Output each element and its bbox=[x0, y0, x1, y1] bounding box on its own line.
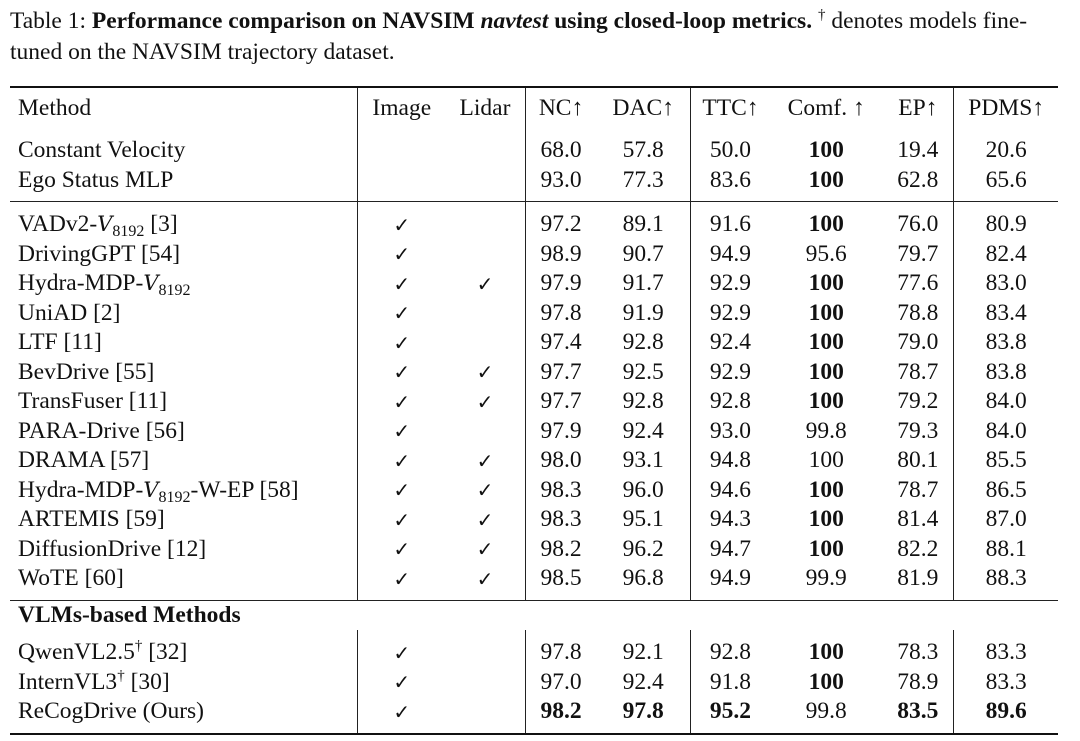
comf-cell: 95.6 bbox=[805, 240, 847, 267]
nc-cell: 97.7 bbox=[525, 358, 596, 388]
method-name: ARTEMIS [59] bbox=[18, 506, 165, 533]
ep-cell: 62.8 bbox=[897, 166, 939, 193]
method-cell bbox=[10, 128, 358, 166]
table-row bbox=[10, 387, 1058, 417]
header-ep: EP↑ bbox=[882, 87, 953, 128]
method-cell bbox=[10, 202, 358, 240]
comf-cell: 99.8 bbox=[805, 417, 847, 444]
caption-title-italic: navtest bbox=[480, 8, 549, 34]
nc-cell: 97.7 bbox=[525, 387, 596, 417]
lidar-cell: ✓ bbox=[476, 389, 494, 414]
method-subscript: 8192 bbox=[158, 488, 191, 506]
table-row bbox=[10, 535, 1058, 565]
ttc-cell: 94.3 bbox=[690, 505, 770, 535]
ep-cell: 77.6 bbox=[897, 270, 939, 297]
method-cell bbox=[10, 505, 358, 535]
ttc-cell: 94.9 bbox=[690, 564, 770, 600]
pdms-cell: 84.0 bbox=[954, 387, 1058, 417]
ttc-cell: 94.6 bbox=[690, 476, 770, 506]
ttc-cell: 94.7 bbox=[690, 535, 770, 565]
image-cell: ✓ bbox=[358, 697, 446, 734]
comf-cell: 100 bbox=[808, 270, 844, 297]
dac-cell: 57.8 bbox=[622, 137, 664, 164]
section-heading: VLMs-based Methods bbox=[10, 600, 1058, 630]
results-table bbox=[10, 86, 1058, 735]
lidar-cell: ✓ bbox=[476, 537, 494, 562]
ttc-cell: 92.9 bbox=[690, 269, 770, 299]
header-image: Image bbox=[358, 87, 446, 128]
lidar-cell bbox=[445, 697, 525, 734]
method-name: UniAD [2] bbox=[18, 299, 121, 326]
comf-cell: 100 bbox=[808, 166, 844, 193]
comf-cell: 100 bbox=[808, 137, 844, 164]
lidar-cell bbox=[445, 166, 525, 202]
pdms-cell: 87.0 bbox=[954, 505, 1058, 535]
table-row bbox=[10, 630, 1058, 668]
method-name: TransFuser [11] bbox=[18, 388, 168, 415]
method-cell bbox=[10, 299, 358, 329]
lidar-cell bbox=[445, 328, 525, 358]
lidar-cell bbox=[445, 240, 525, 270]
dagger-mark: † bbox=[134, 638, 143, 655]
image-cell: ✓ bbox=[358, 387, 446, 417]
lidar-cell bbox=[445, 128, 525, 166]
table-row bbox=[10, 446, 1058, 476]
lidar-cell: ✓ bbox=[476, 478, 494, 503]
method-name: Constant Velocity bbox=[18, 137, 186, 164]
lidar-cell bbox=[445, 202, 525, 240]
image-cell: ✓ bbox=[358, 269, 446, 299]
pdms-cell: 83.4 bbox=[954, 299, 1058, 329]
nc-cell: 97.9 bbox=[525, 269, 596, 299]
pdms-cell: 83.8 bbox=[954, 358, 1058, 388]
method-cell bbox=[10, 240, 358, 270]
ttc-cell: 92.9 bbox=[690, 299, 770, 329]
table-row bbox=[10, 299, 1058, 329]
ep-cell: 76.0 bbox=[882, 202, 953, 240]
ttc-cell: 91.8 bbox=[690, 668, 770, 698]
header-pdms: PDMS↑ bbox=[954, 87, 1058, 128]
method-name: DRAMA [57] bbox=[18, 447, 150, 474]
lidar-cell bbox=[445, 417, 525, 447]
method-name: ReCogDrive (Ours) bbox=[18, 698, 205, 725]
comf-cell: 100 bbox=[808, 639, 844, 666]
ep-cell: 78.8 bbox=[897, 299, 939, 326]
ttc-cell: 92.9 bbox=[690, 358, 770, 388]
image-cell: ✓ bbox=[358, 668, 446, 698]
method-name: Ego Status MLP bbox=[18, 166, 174, 193]
table-row bbox=[10, 202, 1058, 240]
table-row bbox=[10, 166, 1058, 202]
lidar-cell bbox=[445, 668, 525, 698]
method-subscript: 8192 bbox=[158, 282, 191, 300]
ep-cell: 80.1 bbox=[897, 447, 939, 474]
method-name: QwenVL2.5 bbox=[18, 639, 135, 666]
lidar-cell bbox=[445, 630, 525, 668]
caption-dagger: † bbox=[817, 7, 826, 23]
table-row bbox=[10, 417, 1058, 447]
ttc-cell: 92.8 bbox=[690, 387, 770, 417]
method-cell bbox=[10, 476, 358, 506]
pdms-cell: 20.6 bbox=[954, 128, 1058, 166]
table-row bbox=[10, 505, 1058, 535]
table-row bbox=[10, 476, 1058, 506]
ttc-cell: 94.9 bbox=[690, 240, 770, 270]
table-row bbox=[10, 269, 1058, 299]
pdms-cell: 88.1 bbox=[954, 535, 1058, 565]
method-cell bbox=[10, 564, 358, 600]
ep-cell: 78.7 bbox=[897, 476, 939, 503]
pdms-cell: 84.0 bbox=[954, 417, 1058, 447]
table-caption bbox=[10, 6, 1074, 68]
comf-cell: 100 bbox=[808, 447, 844, 474]
header-lidar: Lidar bbox=[445, 87, 525, 128]
ttc-cell: 50.0 bbox=[690, 128, 770, 166]
comf-cell: 100 bbox=[808, 535, 844, 562]
calligraphic-v: V bbox=[143, 477, 159, 502]
nc-cell: 97.4 bbox=[525, 328, 596, 358]
image-cell: ✓ bbox=[358, 564, 446, 600]
comf-cell: 100 bbox=[770, 202, 882, 240]
comf-cell: 99.9 bbox=[805, 565, 847, 592]
header-nc: NC↑ bbox=[525, 87, 596, 128]
ttc-cell: 83.6 bbox=[690, 166, 770, 202]
ep-cell: 79.7 bbox=[897, 240, 939, 267]
dac-cell: 96.8 bbox=[622, 565, 664, 592]
table-row bbox=[10, 668, 1058, 698]
comf-cell: 100 bbox=[808, 329, 844, 356]
dac-cell: 96.2 bbox=[622, 535, 664, 562]
table-row bbox=[10, 358, 1058, 388]
lidar-cell: ✓ bbox=[476, 448, 494, 473]
ttc-cell: 95.2 bbox=[690, 697, 770, 734]
nc-cell: 97.8 bbox=[525, 630, 596, 668]
ep-cell: 19.4 bbox=[897, 137, 939, 164]
table-row bbox=[10, 240, 1058, 270]
method-name: DiffusionDrive [12] bbox=[18, 535, 207, 562]
header-ttc: TTC↑ bbox=[690, 87, 770, 128]
pdms-cell: 83.8 bbox=[954, 328, 1058, 358]
table-row bbox=[10, 564, 1058, 600]
dac-cell: 97.8 bbox=[597, 697, 691, 734]
image-cell: ✓ bbox=[358, 476, 446, 506]
ep-cell: 79.0 bbox=[897, 329, 939, 356]
section-heading-row bbox=[10, 600, 1058, 630]
comf-cell: 100 bbox=[808, 668, 844, 695]
image-cell: ✓ bbox=[358, 417, 446, 447]
caption-title-post: using closed-loop metrics. bbox=[554, 8, 813, 34]
header-method: Method bbox=[10, 87, 358, 128]
method-suffix: [3] bbox=[144, 211, 178, 238]
method-name: WoTE [60] bbox=[18, 565, 124, 592]
dac-cell: 92.4 bbox=[622, 417, 664, 444]
image-cell: ✓ bbox=[358, 299, 446, 329]
image-cell: ✓ bbox=[358, 328, 446, 358]
table-row bbox=[10, 128, 1058, 166]
method-suffix: [30] bbox=[124, 668, 170, 695]
header-dac: DAC↑ bbox=[597, 87, 691, 128]
dac-cell: 92.5 bbox=[622, 358, 664, 385]
pdms-cell: 86.5 bbox=[954, 476, 1058, 506]
image-cell: ✓ bbox=[358, 446, 446, 476]
dac-cell: 92.4 bbox=[622, 668, 664, 695]
nc-cell: 97.2 bbox=[525, 202, 596, 240]
method-cell bbox=[10, 630, 358, 668]
ep-cell: 82.2 bbox=[897, 535, 939, 562]
ep-cell: 81.9 bbox=[897, 565, 939, 592]
method-cell bbox=[10, 387, 358, 417]
method-cell bbox=[10, 446, 358, 476]
caption-title-pre: Performance comparison on NAVSIM bbox=[91, 8, 475, 34]
pdms-cell: 88.3 bbox=[954, 564, 1058, 600]
nc-cell: 97.8 bbox=[525, 299, 596, 329]
image-cell: ✓ bbox=[358, 240, 446, 270]
dac-cell: 96.0 bbox=[622, 476, 664, 503]
method-cell bbox=[10, 535, 358, 565]
dac-cell: 92.8 bbox=[622, 388, 664, 415]
nc-cell: 98.5 bbox=[525, 564, 596, 600]
comf-cell: 100 bbox=[808, 358, 844, 385]
nc-cell: 68.0 bbox=[525, 128, 596, 166]
method-cell bbox=[10, 417, 358, 447]
method-name: DrivingGPT [54] bbox=[18, 240, 181, 267]
method-cell bbox=[10, 166, 358, 202]
ep-cell: 81.4 bbox=[897, 506, 939, 533]
nc-cell: 97.9 bbox=[525, 417, 596, 447]
nc-cell: 93.0 bbox=[525, 166, 596, 202]
method-cell bbox=[10, 668, 358, 698]
comf-cell: 100 bbox=[808, 388, 844, 415]
method-subscript: 8192 bbox=[112, 223, 145, 241]
comf-cell: 99.8 bbox=[770, 697, 882, 734]
pdms-cell: 85.5 bbox=[954, 446, 1058, 476]
method-cell bbox=[10, 269, 358, 299]
dac-cell: 95.1 bbox=[622, 506, 664, 533]
nc-cell: 98.2 bbox=[525, 535, 596, 565]
method-suffix: -W-EP [58] bbox=[190, 476, 299, 503]
pdms-cell: 80.9 bbox=[954, 202, 1058, 240]
method-name: BevDrive [55] bbox=[18, 358, 155, 385]
ttc-cell: 91.6 bbox=[690, 202, 770, 240]
image-cell: ✓ bbox=[358, 505, 446, 535]
method-name: PARA-Drive [56] bbox=[18, 417, 185, 444]
nc-cell: 98.9 bbox=[525, 240, 596, 270]
ttc-cell: 93.0 bbox=[690, 417, 770, 447]
ep-cell: 78.7 bbox=[897, 358, 939, 385]
pdms-cell: 83.0 bbox=[954, 269, 1058, 299]
method-name: Hydra-MDP- bbox=[18, 270, 144, 297]
image-cell: ✓ bbox=[358, 202, 446, 240]
nc-cell: 98.3 bbox=[525, 505, 596, 535]
dac-cell: 91.7 bbox=[622, 270, 664, 297]
lidar-cell: ✓ bbox=[476, 271, 494, 296]
dac-cell: 90.7 bbox=[622, 240, 664, 267]
ep-cell: 78.9 bbox=[897, 668, 939, 695]
header-row bbox=[10, 87, 1058, 128]
dac-cell: 92.1 bbox=[622, 639, 664, 666]
dac-cell: 92.8 bbox=[622, 329, 664, 356]
method-cell bbox=[10, 328, 358, 358]
lidar-cell: ✓ bbox=[476, 507, 494, 532]
ttc-cell: 92.4 bbox=[690, 328, 770, 358]
lidar-cell bbox=[445, 299, 525, 329]
nc-cell: 98.3 bbox=[525, 476, 596, 506]
image-cell: ✓ bbox=[358, 630, 446, 668]
comf-cell: 100 bbox=[808, 506, 844, 533]
header-comf: Comf. ↑ bbox=[770, 87, 882, 128]
method-name: LTF [11] bbox=[18, 329, 102, 356]
method-cell bbox=[10, 697, 358, 734]
lidar-cell: ✓ bbox=[476, 566, 494, 591]
calligraphic-v: V bbox=[97, 212, 113, 237]
table-row bbox=[10, 697, 1058, 734]
method-cell bbox=[10, 358, 358, 388]
method-name: Hydra-MDP- bbox=[18, 476, 144, 503]
nc-cell: 97.0 bbox=[525, 668, 596, 698]
image-cell bbox=[358, 128, 446, 166]
pdms-cell: 83.3 bbox=[954, 668, 1058, 698]
dac-cell: 93.1 bbox=[622, 447, 664, 474]
ttc-cell: 94.8 bbox=[690, 446, 770, 476]
image-cell bbox=[358, 166, 446, 202]
method-suffix: [32] bbox=[142, 639, 188, 666]
nc-cell: 98.0 bbox=[525, 446, 596, 476]
ep-cell: 79.3 bbox=[897, 417, 939, 444]
image-cell: ✓ bbox=[358, 358, 446, 388]
calligraphic-v: V bbox=[143, 271, 159, 296]
pdms-cell: 82.4 bbox=[954, 240, 1058, 270]
ttc-cell: 92.8 bbox=[690, 630, 770, 668]
pdms-cell: 83.3 bbox=[954, 630, 1058, 668]
lidar-cell: ✓ bbox=[476, 360, 494, 385]
comf-cell: 100 bbox=[808, 476, 844, 503]
pdms-cell: 89.6 bbox=[954, 697, 1058, 734]
dac-cell: 77.3 bbox=[622, 166, 664, 193]
table-row bbox=[10, 328, 1058, 358]
ep-cell: 79.2 bbox=[897, 388, 939, 415]
dagger-mark: † bbox=[117, 667, 125, 684]
method-name: VADv2- bbox=[18, 211, 98, 238]
ep-cell: 83.5 bbox=[882, 697, 953, 734]
ep-cell: 78.3 bbox=[897, 639, 939, 666]
pdms-cell: 65.6 bbox=[954, 166, 1058, 202]
dac-cell: 89.1 bbox=[597, 202, 691, 240]
method-name: InternVL3 bbox=[18, 668, 118, 695]
nc-cell: 98.2 bbox=[525, 697, 596, 734]
dac-cell: 91.9 bbox=[622, 299, 664, 326]
image-cell: ✓ bbox=[358, 535, 446, 565]
caption-label: Table 1: bbox=[10, 8, 87, 34]
comf-cell: 100 bbox=[808, 299, 844, 326]
caption-note: denotes models fine-tuned on the NAVSIM trajectory dataset. bbox=[10, 8, 1028, 65]
